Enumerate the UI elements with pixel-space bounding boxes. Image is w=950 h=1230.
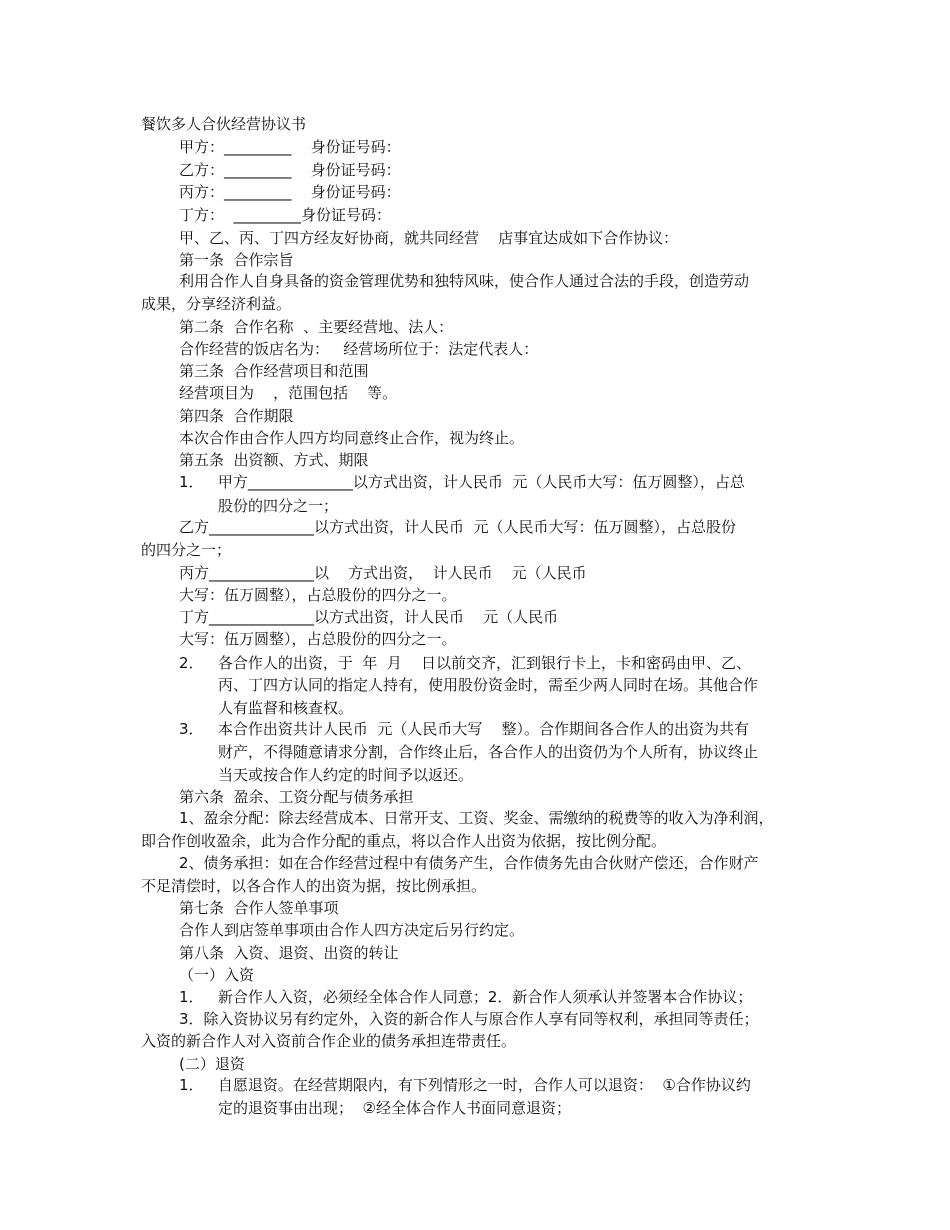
document-line: 第四条 合作期限 bbox=[179, 407, 294, 425]
document-line: 合作经营的饭店名为： 经营场所位于：法定代表人： bbox=[179, 340, 539, 358]
document-line: 第七条 合作人签单事项 bbox=[179, 899, 339, 917]
document-line: 人有监督和核查权。 bbox=[218, 699, 354, 717]
document-line: 丙、丁四方认同的指定人持有，使用股份资金时，需至少两人同时在场。其他合作 bbox=[218, 676, 759, 694]
document-line: 定的退资事由出现； ②经全体合作人书面同意退资； bbox=[218, 1099, 571, 1117]
document-line: 第二条 合作名称 、主要经营地、法人： bbox=[179, 318, 454, 336]
document-line: 3． 本合作出资共计人民币 元（人民币大写 整）。合作期间各合作人的出资为共有 bbox=[179, 720, 749, 738]
document-line: 2、债务承担：如在合作经营过程中有债务产生，合作债务先由合伙财产偿还，合作财产 bbox=[179, 854, 759, 872]
document-line: 的四分之一； bbox=[141, 541, 232, 559]
document-line: 甲、乙、丙、丁四方经友好协商，就共同经营 店事宜达成如下合作协议： bbox=[179, 229, 679, 247]
document-line: （一）入资 bbox=[179, 966, 255, 984]
document-line: (二）退资 bbox=[179, 1055, 245, 1073]
document-line: 2． 各合作人的出资，于 年 月 日以前交齐，汇到银行卡上，卡和密码由甲、乙、 bbox=[179, 654, 751, 672]
document-line: 利用合作人自身具备的资金管理优势和独特风味，使合作人通过合法的手段，创造劳动 bbox=[179, 272, 750, 290]
document-line: 乙方______________以方式出资，计人民币 元（人民币大写：伍万圆整），占总股份 bbox=[179, 518, 737, 536]
document-line: 即合作创收盈余，此为合作分配的重点，将以合作人出资为依据，按比例分配。 bbox=[141, 832, 667, 850]
document-line: 1． 新合作人入资，必须经全体合作人同意；2．新合作人须承认并签署本合作协议； bbox=[179, 988, 753, 1006]
document-line: 丁方______________以方式出资，计人民币 元（人民币 bbox=[179, 608, 559, 626]
document-line: 当天或按合作人约定的时间予以返还。 bbox=[218, 766, 474, 784]
document-line: 甲方：_________ 身份证号码： bbox=[179, 138, 401, 156]
document-line: 合作人到店签单事项由合作人四方决定后另行约定。 bbox=[179, 921, 525, 939]
document-line: 股份的四分之一； bbox=[218, 497, 339, 515]
document-line: 本次合作由合作人四方均同意终止合作，视为终止。 bbox=[179, 429, 525, 447]
document-line: 乙方：_________ 身份证号码： bbox=[179, 161, 401, 179]
document-line: 大写：伍万圆整），占总股份的四分之一。 bbox=[179, 630, 457, 648]
document-line: 入资的新合作人对入资前合作企业的债务承担连带责任。 bbox=[141, 1032, 517, 1050]
document-line: 第一条 合作宗旨 bbox=[179, 251, 294, 269]
document-line: 1、盈余分配：除去经营成本、日常开支、工资、奖金、需缴纳的税费等的收入为净利润， bbox=[179, 809, 774, 827]
document-line: 第三条 合作经营项目和范围 bbox=[179, 362, 369, 380]
document-line: 丙方______________以 方式出资， 计人民币 元（人民币 bbox=[179, 564, 587, 582]
document-line: 1． 自愿退资。在经营期限内，有下列情形之一时，合作人可以退资： ①合作协议约 bbox=[179, 1076, 751, 1094]
document-line: 大写：伍万圆整），占总股份的四分之一。 bbox=[179, 586, 457, 604]
document-line: 成果，分享经济利益。 bbox=[141, 295, 292, 313]
document-line: 经营项目为 ，范围包括 等。 bbox=[179, 384, 398, 402]
document-line: 不足清偿时，以各合作人的出资为据，按比例承担。 bbox=[141, 877, 487, 895]
document-line: 第八条 入资、退资、出资的转让 bbox=[179, 944, 399, 962]
document-line: 财产，不得随意请求分割，合作终止后，各合作人的出资仍为个人所有，协议终止 bbox=[218, 743, 759, 761]
document-line: 丙方：_________ 身份证号码： bbox=[179, 183, 401, 201]
document-line: 1． 甲方______________以方式出资，计人民币 元（人民币大写：伍万圆整），占总 bbox=[179, 473, 745, 491]
document-line: 第五条 出资额、方式、期限 bbox=[179, 451, 369, 469]
document-line: 第六条 盈余、工资分配与债务承担 bbox=[179, 788, 414, 806]
document-title: 餐饮多人合伙经营协议书 bbox=[141, 115, 307, 133]
document-line: 丁方： _________身份证号码： bbox=[179, 206, 392, 224]
document-line: 3．除入资协议另有约定外，入资的新合作人与原合作人享有同等权利，承担同等责任； bbox=[179, 1010, 759, 1028]
